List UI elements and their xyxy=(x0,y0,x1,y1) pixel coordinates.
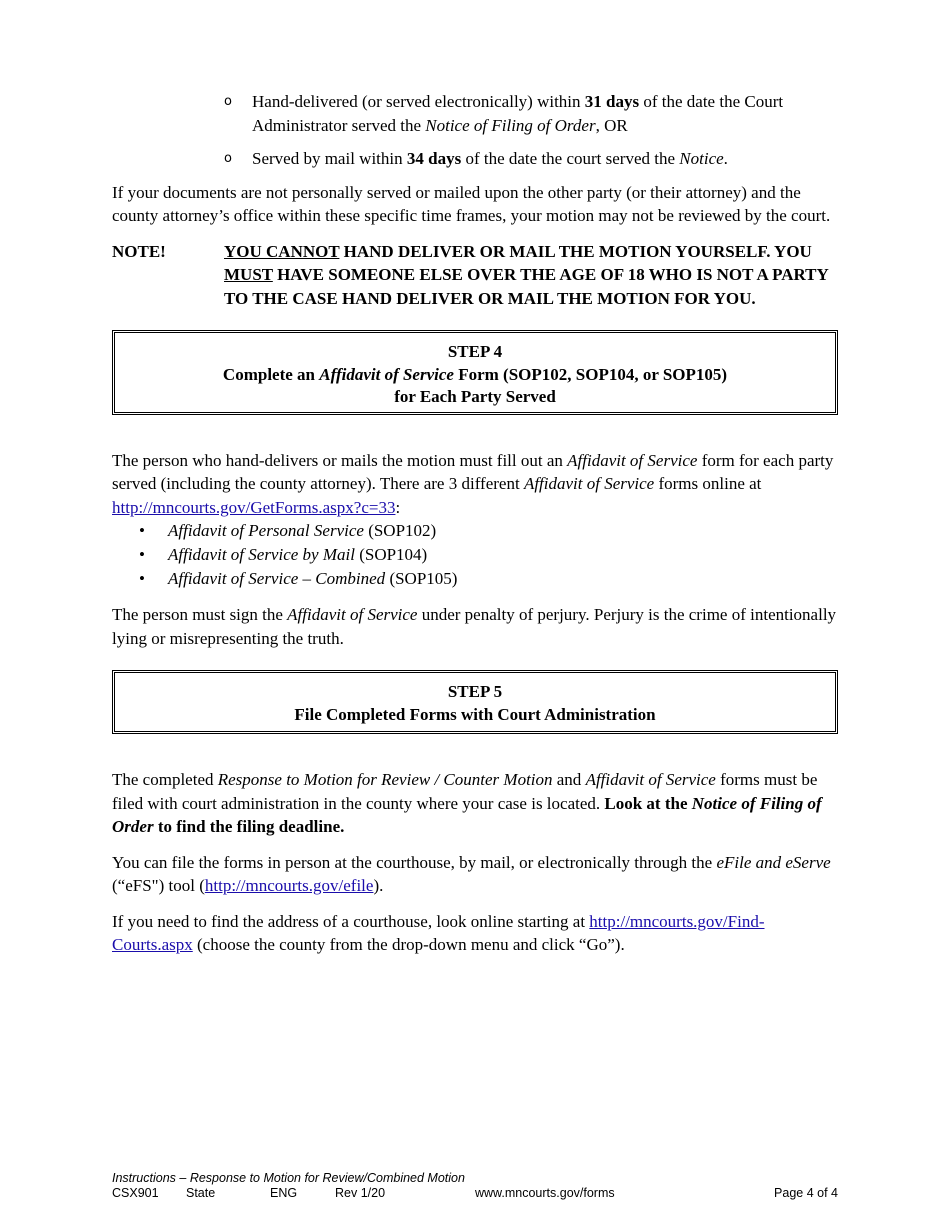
service-deadline-paragraph: If your documents are not personally served or mailed upon the other party (or their attorney) and the county attorney’s office within these specific time frames, your motion may not be reviewed by the court. xyxy=(112,182,831,225)
footer-language: ENG xyxy=(270,1186,298,1200)
find-courts-link[interactable]: http://mncourts.gov/Find-Courts.aspx xyxy=(112,911,765,954)
bullet-icon: • xyxy=(139,569,145,588)
list-item: o Hand-delivered (or served electronically) within 31 days of the date the Court Administrator served the Notice of Filing of Order, OR xyxy=(224,92,784,135)
list-item: • Affidavit of Service by Mail (SOP104) xyxy=(112,543,838,567)
affidavit-intro-paragraph: The person who hand-delivers or mails the motion must fill out an Affidavit of Service form for each party served (including the county attorney). There are 3 different Affidavit of Service forms online at http://mncourts.gov/GetForms.aspx?c=33: xyxy=(112,450,834,517)
circle-bullet-icon: o xyxy=(224,94,232,109)
list-item: • Affidavit of Service – Combined (SOP105) xyxy=(112,567,838,591)
circle-bullet-icon: o xyxy=(224,151,232,166)
courthouse-paragraph: If you need to find the address of a courthouse, look online starting at http://mncourts.gov/Find-Courts.aspx (choose the county from the drop-down menu and click “Go”). xyxy=(112,911,765,954)
deadline-list xyxy=(224,90,838,171)
footer-title: Instructions – Response to Motion for Review/Combined Motion xyxy=(112,1171,465,1185)
affidavit-forms-list xyxy=(112,519,838,591)
efile-link[interactable]: http://mncourts.gov/efile xyxy=(204,876,374,895)
footer-jurisdiction: State xyxy=(186,1186,216,1200)
get-forms-link[interactable]: http://mncourts.gov/GetForms.aspx?c=33 xyxy=(112,497,396,517)
footer-page-number: Page 4 of 4 xyxy=(774,1186,838,1200)
note-block xyxy=(112,240,838,311)
page-footer xyxy=(112,1171,838,1201)
footer-website: www.mncourts.gov/forms xyxy=(475,1186,615,1200)
footer-revision: Rev 1/20 xyxy=(335,1186,386,1200)
list-item: • Affidavit of Personal Service (SOP102) xyxy=(112,519,838,543)
efile-paragraph: You can file the forms in person at the courthouse, by mail, or electronically through the eFile and eServe (“eFS") tool (http://mncourts.gov/efile). xyxy=(112,852,831,895)
bullet-icon: • xyxy=(139,521,145,540)
step-5-heading: STEP 5 File Completed Forms with Court Administration xyxy=(112,670,838,734)
footer-form-code: CSX901 xyxy=(112,1186,159,1200)
perjury-paragraph: The person must sign the Affidavit of Service under penalty of perjury. Perjury is the crime of intentionally lying or misrepresenting the truth. xyxy=(112,605,837,648)
footer-meta-row xyxy=(112,1186,838,1201)
note-label: NOTE! xyxy=(112,241,166,261)
note-text: YOU CANNOT HAND DELIVER OR MAIL THE MOTION YOURSELF. YOU MUST HAVE SOMEONE ELSE OVER THE AGE OF 18 WHO IS NOT A PARTY TO THE CASE HAND DELIVER OR MAIL THE MOTION FOR YOU. xyxy=(224,241,829,308)
filing-paragraph: The completed Response to Motion for Review / Counter Motion and Affidavit of Service forms must be filed with court administration in the county where your case is located. Look at the Notice of Filing of Order to find the filing deadline. xyxy=(112,770,822,836)
step-4-heading: STEP 4 Complete an Affidavit of Service Form (SOP102, SOP104, or SOP105) for Each Party Served xyxy=(112,330,838,415)
bullet-icon: • xyxy=(139,545,145,564)
document-body xyxy=(112,90,838,969)
list-item: o Served by mail within 34 days of the date the court served the Notice. xyxy=(224,147,838,171)
